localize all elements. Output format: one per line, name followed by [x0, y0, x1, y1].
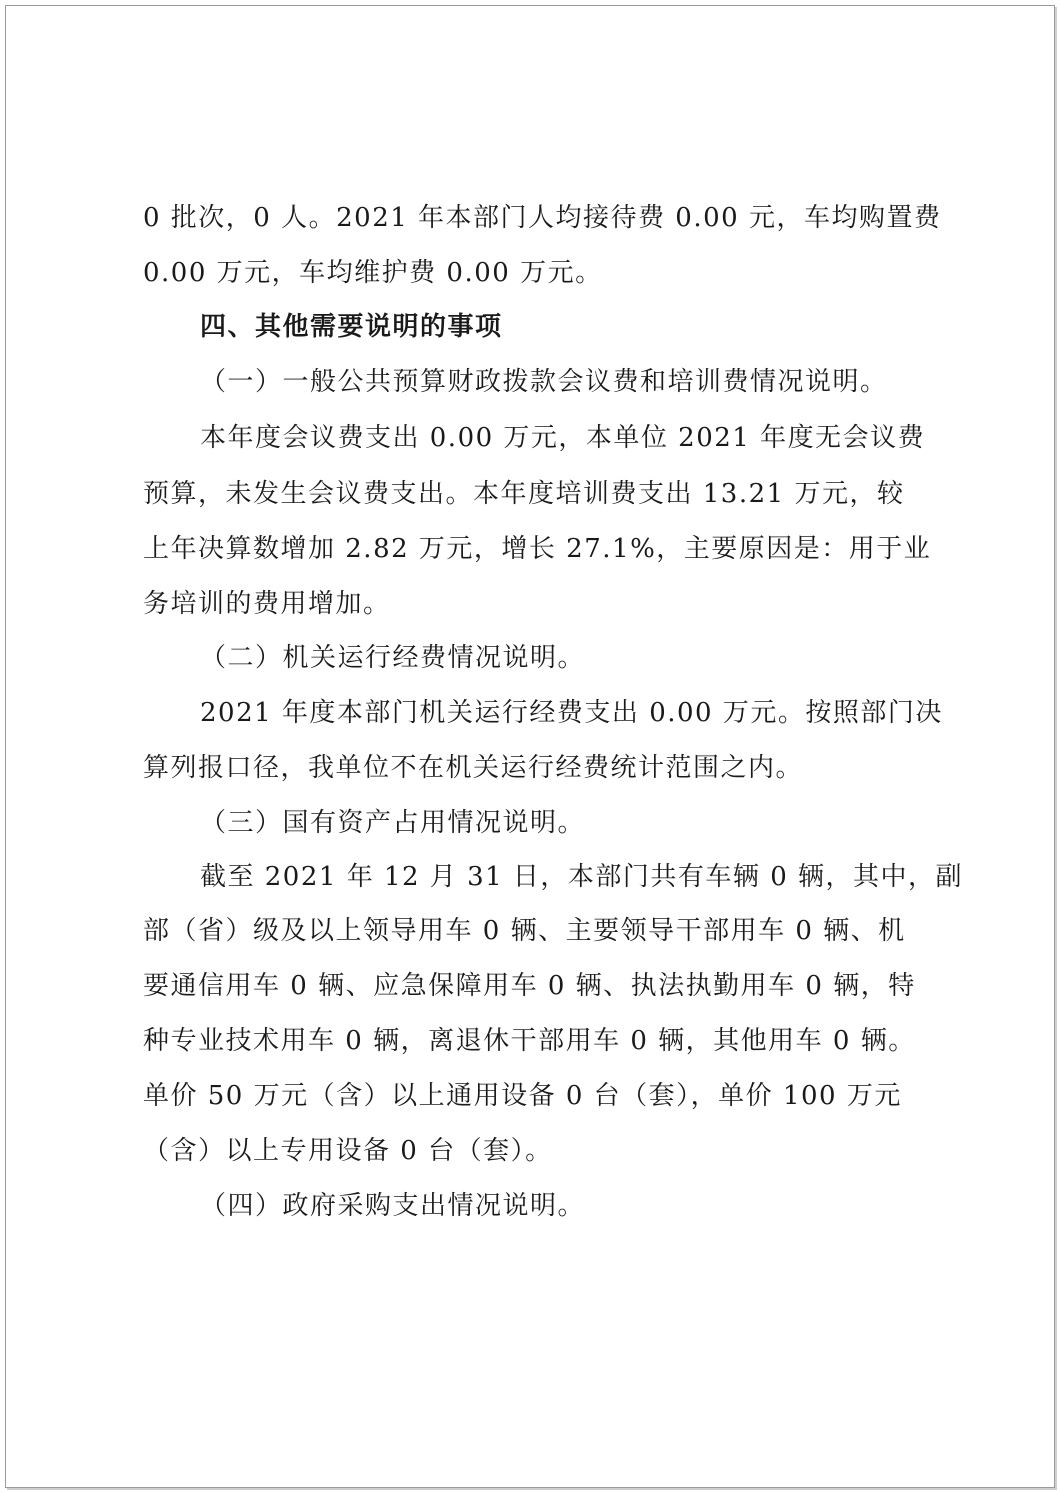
paragraph-line: 0.00 万元，车均维护费 0.00 万元。 [143, 258, 603, 288]
paragraph-line: 务培训的费用增加。 [143, 589, 391, 619]
section-heading: 四、其他需要说明的事项 [200, 312, 503, 342]
subsection-heading: （一）一般公共预算财政拨款会议费和培训费情况说明。 [200, 367, 888, 397]
paragraph-line: 预算，未发生会议费支出。本年度培训费支出 13.21 万元，较 [143, 479, 905, 509]
paragraph-line: 单价 50 万元（含）以上通用设备 0 台（套），单价 100 万元 [143, 1081, 902, 1111]
subsection-heading: （二）机关运行经费情况说明。 [200, 643, 586, 673]
subsection-heading: （四）政府采购支出情况说明。 [200, 1191, 586, 1221]
subsection-heading: （三）国有资产占用情况说明。 [200, 808, 586, 838]
paragraph-line: 本年度会议费支出 0.00 万元，本单位 2021 年度无会议费 [200, 423, 926, 453]
paragraph-line: 要通信用车 0 辆、应急保障用车 0 辆、执法执勤用车 0 辆，特 [143, 971, 916, 1001]
paragraph-line: 部（省）级及以上领导用车 0 辆、主要领导干部用车 0 辆、机 [143, 916, 906, 946]
paragraph-line: 上年决算数增加 2.82 万元，增长 27.1%，主要原因是：用于业 [143, 534, 932, 564]
paragraph-line: 0 批次，0 人。2021 年本部门人均接待费 0.00 元，车均购置费 [143, 203, 942, 233]
paragraph-line: 算列报口径，我单位不在机关运行经费统计范围之内。 [143, 753, 804, 783]
paragraph-line: 2021 年度本部门机关运行经费支出 0.00 万元。按照部门决 [200, 698, 943, 728]
paragraph-line: 种专业技术用车 0 辆，离退休干部用车 0 辆，其他用车 0 辆。 [143, 1026, 916, 1056]
paragraph-line: 截至 2021 年 12 月 31 日，本部门共有车辆 0 辆，其中，副 [200, 862, 963, 892]
paragraph-line: （含）以上专用设备 0 台（套）。 [143, 1136, 553, 1166]
